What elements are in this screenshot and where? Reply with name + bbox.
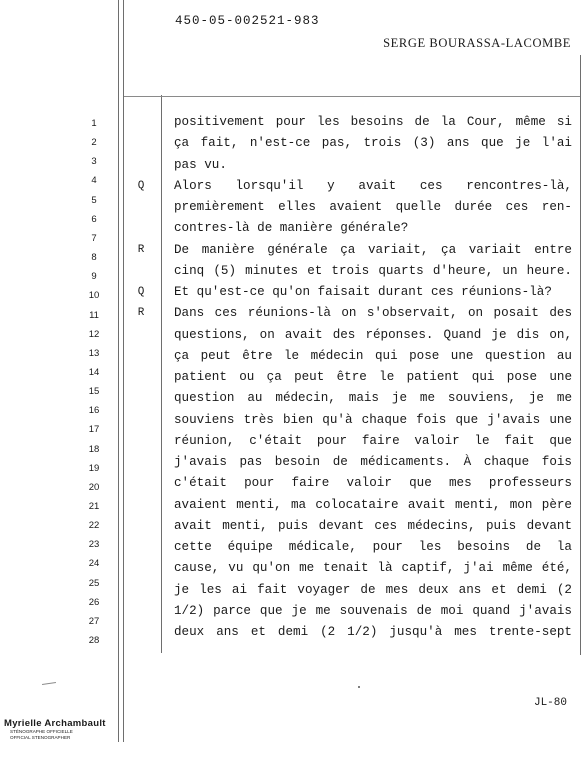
margin-rule-left-outer xyxy=(118,0,119,742)
transcript-line: cette équipe médicale, pour les besoins de la xyxy=(174,540,572,554)
transcript-line: patient ou ça peut être le patient qui pose une xyxy=(174,370,572,384)
transcript-line: avaient menti, ma colocataire avait menti, mon père xyxy=(174,497,572,512)
transcript-line: ça peut être le médecin qui pose une question au xyxy=(174,348,572,363)
line-number: 15 xyxy=(88,386,100,398)
transcript-line: questions, on avait des réponses. Quand je dis on, xyxy=(174,327,572,342)
line-number: 1 xyxy=(91,118,97,129)
transcript-line: souviens très bien qu'à chaque fois que j'avais une xyxy=(174,412,572,427)
line-number: 19 xyxy=(88,462,100,474)
line-number: 13 xyxy=(88,347,100,359)
line-number: 18 xyxy=(88,443,100,455)
transcript-line: question au médecin, mais je me souviens, je me xyxy=(174,391,572,406)
stenographer-title-fr: STÉNOGRAPHE OFFICIELLE xyxy=(10,729,73,734)
line-number: 3 xyxy=(91,156,97,168)
stenographer-title-en: OFFICIAL STENOGRAPHER xyxy=(10,735,71,740)
transcript-line: De manière générale ça variait, ça variait entre xyxy=(174,242,572,257)
header-rule xyxy=(124,96,580,97)
line-number: 27 xyxy=(88,615,100,627)
page-code: JL-80 xyxy=(533,697,567,709)
stenographer-stamp xyxy=(4,718,106,741)
transcript-line: c'était pour faire valoir que mes professeurs xyxy=(174,476,572,491)
transcript-line: je les ai fait voyager de mes deux ans et demi (2 xyxy=(174,582,572,597)
line-number: 14 xyxy=(88,366,100,378)
line-number: 7 xyxy=(91,232,97,244)
speaker-marker: Q xyxy=(137,179,145,192)
line-number: 11 xyxy=(89,309,99,321)
scan-speck xyxy=(358,686,360,688)
line-number: 16 xyxy=(88,405,100,417)
transcript-line: pas vu. xyxy=(174,157,227,172)
margin-rule-text-left xyxy=(161,95,162,653)
scan-mark xyxy=(42,682,56,685)
line-number: 12 xyxy=(88,328,100,340)
transcript-line: Alors lorsqu'il y avait ces rencontres-là, xyxy=(174,178,572,193)
transcript-line: contres-là de manière générale? xyxy=(174,221,409,236)
transcript-line: Dans ces réunions-là on s'observait, on posait des xyxy=(174,306,572,321)
line-number: 24 xyxy=(88,558,100,570)
line-number: 21 xyxy=(88,501,100,512)
transcript-line: réunion, c'était pour faire valoir le fait que xyxy=(174,433,572,448)
line-number: 17 xyxy=(88,424,100,436)
speaker-marker: Q xyxy=(137,286,145,298)
transcript-line: avait menti, puis devant ces médecins, puis devant xyxy=(174,518,572,533)
transcript-line: Et qu'est-ce qu'on faisait durant ces réunions-là? xyxy=(174,285,552,299)
file-number: 450-05-002521-983 xyxy=(175,14,320,28)
line-number: 28 xyxy=(88,635,100,647)
margin-rule-right xyxy=(580,55,581,655)
stenographer-name: Myrielle Archambault xyxy=(4,718,106,729)
line-number: 4 xyxy=(91,175,97,187)
margin-rule-left-inner xyxy=(123,0,124,742)
transcript-line: ça fait, n'est-ce pas, trois (3) ans que je l'ai xyxy=(174,136,572,151)
line-number: 22 xyxy=(88,520,100,532)
transcript-line: cinq (5) minutes et trois quarts d'heure, un heure. xyxy=(174,263,572,278)
speaker-marker: R xyxy=(137,307,145,320)
line-number: 26 xyxy=(88,596,100,608)
line-number: 2 xyxy=(91,137,97,149)
line-number: 20 xyxy=(88,481,100,493)
transcript-line: j'avais pas besoin de médicaments. À chaque fois xyxy=(174,455,572,469)
line-number: 25 xyxy=(88,577,100,589)
line-number: 23 xyxy=(88,539,100,551)
line-number: 8 xyxy=(91,252,97,264)
line-number: 9 xyxy=(91,271,97,283)
transcript-line: 1/2) parce que je me souvenais de moi quand j'avais xyxy=(174,603,572,618)
witness-name: SERGE BOURASSA-LACOMBE xyxy=(383,36,571,50)
transcript-line: premièrement elles avaient quelle durée ces ren- xyxy=(174,200,572,214)
transcript-line: positivement pour les besoins de la Cour, même si xyxy=(174,115,572,129)
speaker-marker: R xyxy=(137,243,145,256)
line-number: 10 xyxy=(88,290,100,302)
transcript-line: cause, vu qu'on me tenait là captif, j'ai même été, xyxy=(174,561,572,576)
line-number: 5 xyxy=(91,194,97,206)
transcript-line: deux ans et demi (2 1/2) jusqu'à mes trente-sept xyxy=(174,625,572,639)
line-number: 6 xyxy=(91,213,97,225)
